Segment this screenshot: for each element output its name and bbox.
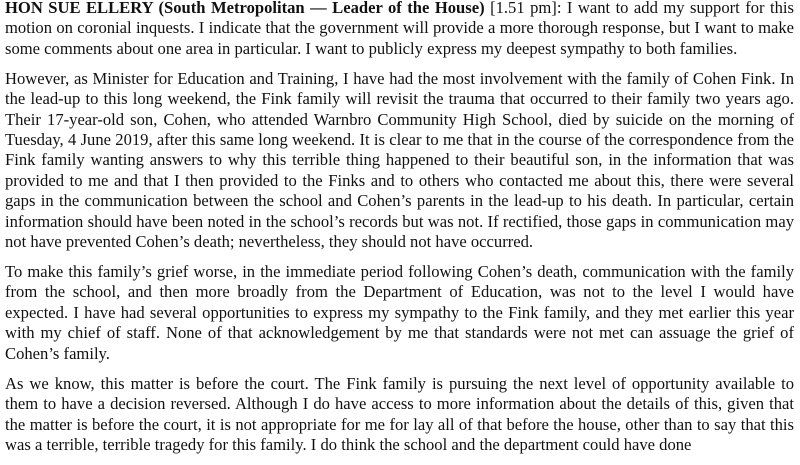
paragraph: However, as Minister for Education and Training, I have had the most involvement with the family of Cohen Fink. In the lead-up to this long weekend, the Fink family will revisit the trauma that occurred to their family two years ago. Their 17-year-old son, Cohen, who attended Warnbro Community High School, died by suicide on the morning of Tuesday, 4 June 2019, after this same long weekend. It is clear to me that in the course of the correspondence from the Fink family wanting answers to why this terrible thing happened to their beautiful son, in the information that was provided to me and that I then provided to the Finks and to others who contacted me about this, there were several gaps in the communication between the school and Cohen’s parents in the lead-up to his death. In particular, certain information should have been noted in the school’s records but was not. If rectified, those gaps in communication may not have prevented Cohen’s death; nevertheless, they should not have occurred. [5, 68, 794, 252]
opening-paragraph [5, 0, 794, 59]
speaker-name: HON SUE ELLERY (South Metropolitan — Leader of the House) [5, 0, 485, 17]
hansard-document [5, 0, 794, 465]
paragraph: To make this family’s grief worse, in the immediate period following Cohen’s death, communication with the family from the school, and then more broadly from the Department of Education, was not to the level I would have expected. I have had several opportunities to express my sympathy to the Fink family, and they met earlier this year with my chief of staff. None of that acknowledgement by me that standards were not met can assuage the grief of Cohen’s family. [5, 262, 794, 363]
paragraph-text: : I want to add my support for this motion on coronial inquests. I indicate that the government will provide a more thorough response, but I want to make some comments about one area in particular. I want to publicly express my deepest sympathy to both families. [5, 0, 794, 58]
timestamp: [1.51 pm] [490, 0, 557, 17]
paragraph: As we know, this matter is before the court. The Fink family is pursuing the next level of opportunity available to them to have a decision reversed. Although I do have access to more information about the details of this, given that the matter is before the court, it is not appropriate for me for lay all of that before the house, other than to say that this was a terrible, terrible tragedy for this family. I do think the school and the department could have done [5, 373, 794, 454]
